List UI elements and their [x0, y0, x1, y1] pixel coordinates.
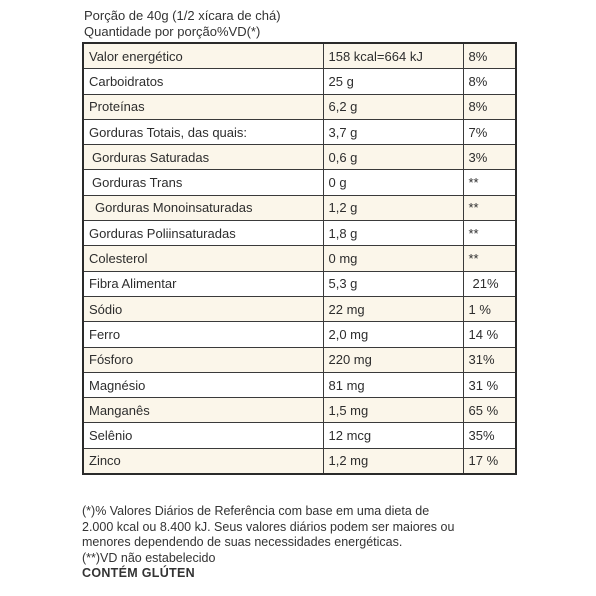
table-row	[83, 145, 516, 170]
nutrient-daily-value: 1 %	[463, 296, 516, 321]
nutrient-name: Gorduras Monoinsaturadas	[83, 195, 323, 220]
nutrient-daily-value: 35%	[463, 423, 516, 448]
nutrient-amount: 81 mg	[323, 372, 463, 397]
nutrient-name: Colesterol	[83, 246, 323, 271]
table-row	[83, 69, 516, 94]
nutrient-daily-value: 21%	[463, 271, 516, 296]
nutrient-amount: 25 g	[323, 69, 463, 94]
quantity-per-serving-text: Quantidade por porção%VD(*)	[84, 24, 261, 39]
nutrient-name: Manganês	[83, 398, 323, 423]
nutrient-daily-value: **	[463, 170, 516, 195]
nutrient-daily-value: 8%	[463, 94, 516, 119]
nutrient-amount: 5,3 g	[323, 271, 463, 296]
nutrient-amount: 0,6 g	[323, 145, 463, 170]
table-row	[83, 119, 516, 144]
nutrient-daily-value: 8%	[463, 43, 516, 69]
nutrient-daily-value: **	[463, 246, 516, 271]
footnote-not-established: (**)VD não estabelecido	[82, 550, 216, 565]
nutrient-daily-value: 14 %	[463, 322, 516, 347]
nutrient-amount: 2,0 mg	[323, 322, 463, 347]
nutrient-amount: 0 g	[323, 170, 463, 195]
footnote-daily-values: (*)% Valores Diários de Referência com base em uma dieta de	[82, 504, 430, 518]
nutrient-daily-value: 8%	[463, 69, 516, 94]
table-row	[83, 271, 516, 296]
nutrient-daily-value: 31%	[463, 347, 516, 372]
nutrient-name: Gorduras Saturadas	[83, 145, 323, 170]
nutrient-daily-value: 65 %	[463, 398, 516, 423]
nutrient-name: Magnésio	[83, 372, 323, 397]
footnotes	[82, 504, 542, 582]
nutrient-name: Gorduras Trans	[83, 170, 323, 195]
nutrient-name: Ferro	[83, 322, 323, 347]
nutrient-daily-value: 17 %	[463, 448, 516, 474]
table-row	[83, 221, 516, 246]
nutrition-table	[82, 42, 517, 475]
table-row	[83, 246, 516, 271]
nutrient-name: Carboidratos	[83, 69, 323, 94]
nutrient-amount: 3,7 g	[323, 119, 463, 144]
nutrient-name: Proteínas	[83, 94, 323, 119]
nutrient-name: Fósforo	[83, 347, 323, 372]
nutrient-name: Zinco	[83, 448, 323, 474]
table-row	[83, 195, 516, 220]
nutrient-amount: 0 mg	[323, 246, 463, 271]
nutrient-daily-value: 3%	[463, 145, 516, 170]
table-row	[83, 448, 516, 474]
table-row	[83, 296, 516, 321]
table-row	[83, 372, 516, 397]
table-row	[83, 423, 516, 448]
nutrient-amount: 1,2 mg	[323, 448, 463, 474]
nutrient-name: Fibra Alimentar	[83, 271, 323, 296]
nutrient-name: Valor energético	[83, 43, 323, 69]
nutrient-daily-value: **	[463, 195, 516, 220]
nutrient-daily-value: **	[463, 221, 516, 246]
nutrient-name: Sódio	[83, 296, 323, 321]
nutrient-amount: 158 kcal=664 kJ	[323, 43, 463, 69]
nutrient-amount: 6,2 g	[323, 94, 463, 119]
table-row	[83, 170, 516, 195]
nutrient-amount: 22 mg	[323, 296, 463, 321]
nutrient-amount: 1,8 g	[323, 221, 463, 246]
table-row	[83, 398, 516, 423]
nutrient-amount: 1,5 mg	[323, 398, 463, 423]
footnote-daily-values-cont: 2.000 kcal ou 8.400 kJ. Seus valores diários podem ser maiores ou	[82, 519, 455, 534]
nutrient-name: Gorduras Totais, das quais:	[83, 119, 323, 144]
gluten-warning: CONTÉM GLÚTEN	[82, 566, 195, 580]
nutrient-amount: 1,2 g	[323, 195, 463, 220]
table-row	[83, 43, 516, 69]
nutrient-amount: 220 mg	[323, 347, 463, 372]
nutrient-name: Selênio	[83, 423, 323, 448]
serving-size-text: Porção de 40g (1/2 xícara de chá)	[84, 8, 281, 23]
nutrient-daily-value: 31 %	[463, 372, 516, 397]
nutrient-name: Gorduras Poliinsaturadas	[83, 221, 323, 246]
table-row	[83, 322, 516, 347]
nutrient-daily-value: 7%	[463, 119, 516, 144]
table-row	[83, 347, 516, 372]
nutrient-amount: 12 mcg	[323, 423, 463, 448]
table-row	[83, 94, 516, 119]
footnote-daily-values-cont: menores dependendo de suas necessidades energéticas.	[82, 535, 403, 549]
